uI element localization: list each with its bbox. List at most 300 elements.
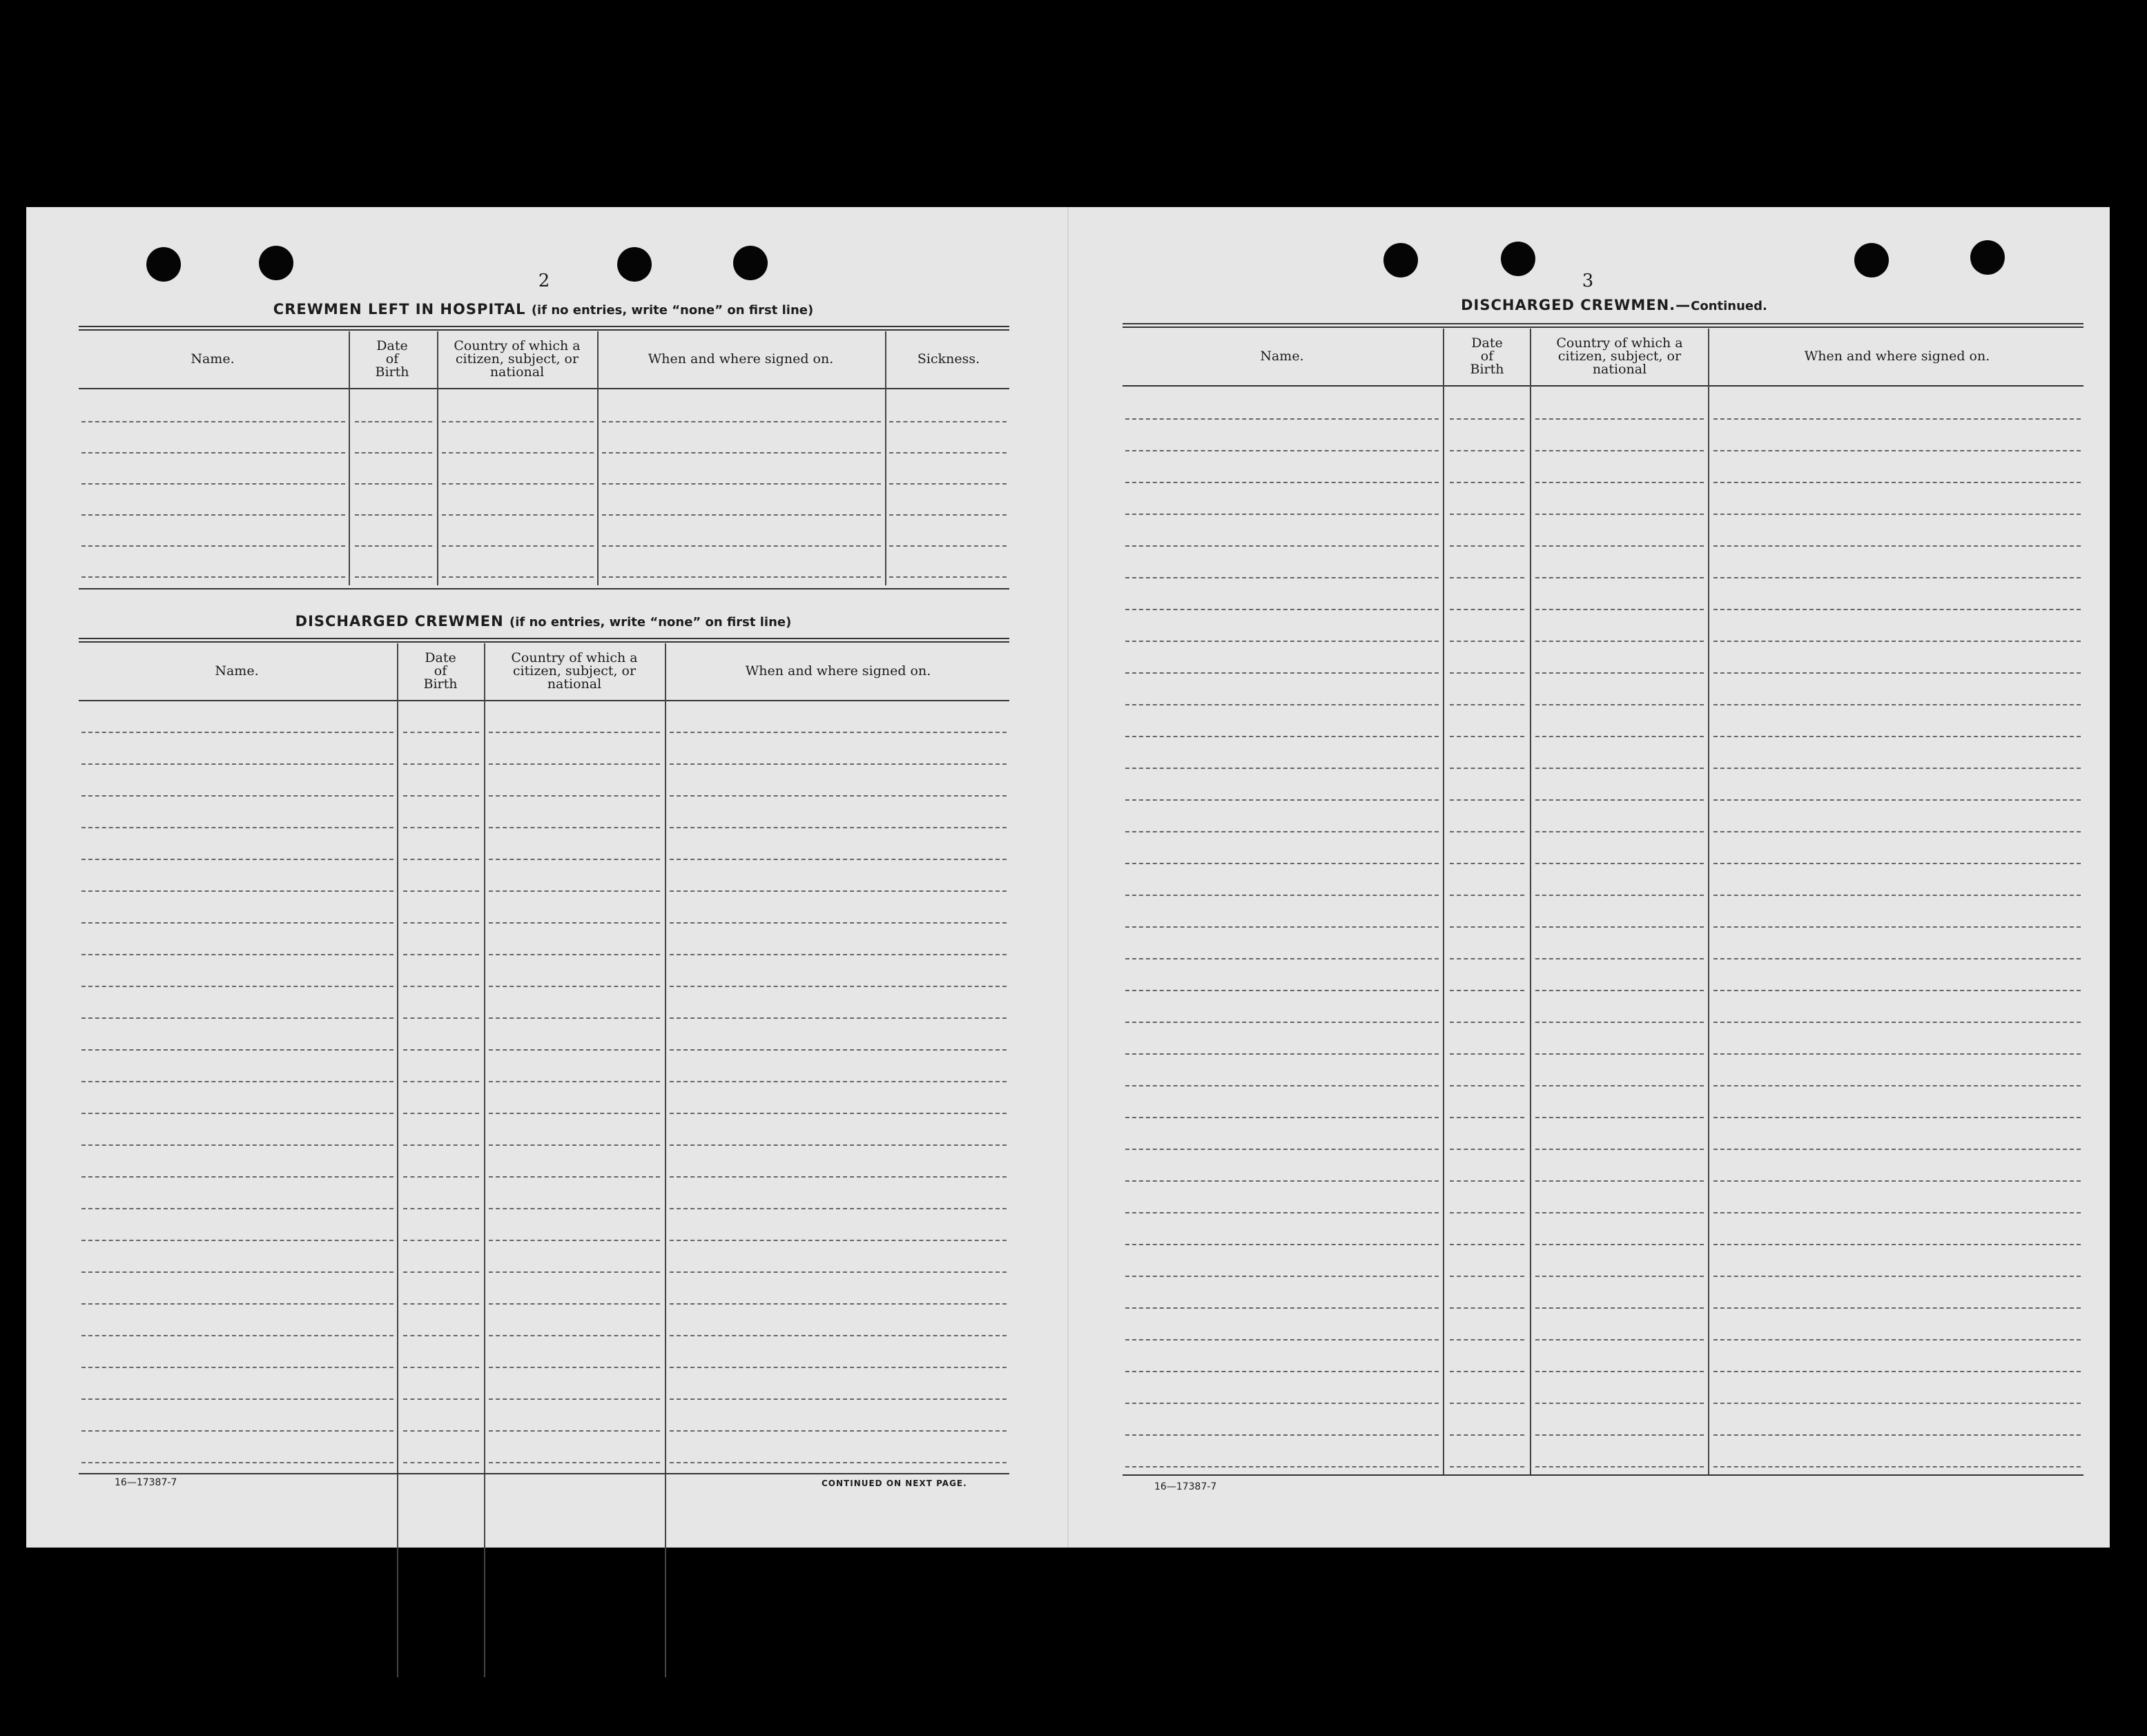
entry-line[interactable] — [1450, 736, 1524, 737]
entry-line[interactable] — [489, 1398, 660, 1400]
hospital-col-divider — [597, 331, 599, 585]
entry-line[interactable] — [81, 890, 394, 892]
entry-line[interactable] — [1125, 863, 1439, 864]
entry-line[interactable] — [1450, 1053, 1524, 1055]
entry-line[interactable] — [355, 421, 432, 422]
entry-line[interactable] — [489, 1367, 660, 1368]
entry-line[interactable] — [1125, 1307, 1439, 1309]
entry-line[interactable] — [1713, 418, 2081, 420]
form-number: 16—17387-7 — [1154, 1481, 1217, 1492]
entry-line[interactable] — [1713, 1149, 2081, 1150]
entry-line[interactable] — [670, 1049, 1007, 1051]
entry-line[interactable] — [1450, 768, 1524, 769]
entry-line[interactable] — [1535, 1085, 1704, 1086]
entry-line[interactable] — [489, 922, 660, 924]
entry-line[interactable] — [489, 890, 660, 892]
entry-line[interactable] — [1713, 1403, 2081, 1404]
right-col-divider — [1708, 329, 1709, 1474]
entry-line[interactable] — [1535, 482, 1704, 483]
entry-line[interactable] — [489, 1271, 660, 1273]
entry-line[interactable] — [1125, 831, 1439, 832]
entry-line[interactable] — [889, 483, 1007, 485]
entry-line[interactable] — [1125, 1117, 1439, 1118]
entry-line[interactable] — [670, 827, 1007, 828]
entry-line[interactable] — [1535, 1434, 1704, 1436]
discharged-top-rule — [79, 638, 1009, 643]
entry-line[interactable] — [1450, 958, 1524, 959]
entry-line[interactable] — [1125, 958, 1439, 959]
entry-line[interactable] — [889, 545, 1007, 547]
right-top-rule — [1123, 323, 2083, 328]
entry-line[interactable] — [1713, 1276, 2081, 1277]
entry-line[interactable] — [670, 1398, 1007, 1400]
entry-line[interactable] — [1535, 609, 1704, 610]
entry-line[interactable] — [442, 576, 594, 578]
entry-line[interactable] — [1535, 736, 1704, 737]
punch-hole — [1501, 242, 1535, 276]
entry-line[interactable] — [1713, 577, 2081, 578]
entry-line[interactable] — [489, 1049, 660, 1051]
entry-line[interactable] — [602, 576, 881, 578]
entry-line[interactable] — [1450, 1339, 1524, 1340]
entry-line[interactable] — [1713, 545, 2081, 547]
entry-line[interactable] — [403, 1144, 479, 1146]
entry-line[interactable] — [670, 1176, 1007, 1178]
entry-line[interactable] — [889, 576, 1007, 578]
entry-line[interactable] — [81, 1017, 394, 1019]
entry-line[interactable] — [81, 1367, 394, 1368]
entry-line[interactable] — [403, 1430, 479, 1432]
entry-line[interactable] — [1450, 609, 1524, 610]
entry-line[interactable] — [1125, 1276, 1439, 1277]
entry-line[interactable] — [1125, 1149, 1439, 1150]
entry-line[interactable] — [1450, 450, 1524, 451]
entry-line[interactable] — [489, 1303, 660, 1305]
entry-line[interactable] — [1535, 990, 1704, 991]
entry-line[interactable] — [1450, 1022, 1524, 1023]
entry-line[interactable] — [1535, 641, 1704, 642]
entry-line[interactable] — [889, 421, 1007, 422]
hospital-section-title — [77, 301, 1009, 318]
entry-line[interactable] — [81, 732, 394, 733]
entry-line[interactable] — [1535, 958, 1704, 959]
entry-line[interactable] — [1535, 1276, 1704, 1277]
entry-line[interactable] — [1713, 799, 2081, 801]
entry-line[interactable] — [81, 1271, 394, 1273]
entry-line[interactable] — [81, 421, 345, 422]
entry-line[interactable] — [1125, 1403, 1439, 1404]
entry-line[interactable] — [1125, 895, 1439, 896]
entry-line[interactable] — [81, 452, 345, 453]
entry-line[interactable] — [1125, 1466, 1439, 1467]
entry-line[interactable] — [1450, 1403, 1524, 1404]
entry-line[interactable] — [442, 452, 594, 453]
entry-line[interactable] — [355, 452, 432, 453]
entry-line[interactable] — [403, 1240, 479, 1241]
entry-line[interactable] — [81, 954, 394, 955]
entry-line[interactable] — [489, 763, 660, 765]
entry-line[interactable] — [81, 1303, 394, 1305]
entry-line[interactable] — [1713, 1117, 2081, 1118]
entry-line[interactable] — [1450, 926, 1524, 928]
hospital-header-sickness: Sickness. — [917, 351, 980, 367]
entry-line[interactable] — [1450, 1307, 1524, 1309]
entry-line[interactable] — [1125, 1180, 1439, 1182]
entry-line[interactable] — [489, 1335, 660, 1336]
entry-line[interactable] — [1713, 895, 2081, 896]
entry-line[interactable] — [670, 986, 1007, 987]
hospital-top-rule — [79, 326, 1009, 331]
entry-line[interactable] — [403, 954, 479, 955]
entry-line[interactable] — [1535, 768, 1704, 769]
entry-line[interactable] — [1535, 863, 1704, 864]
entry-line[interactable] — [1450, 1085, 1524, 1086]
entry-line[interactable] — [1535, 1371, 1704, 1372]
entry-line[interactable] — [1535, 895, 1704, 896]
discharged-header-country: Country of which a citizen, subject, or national — [511, 650, 638, 692]
entry-line[interactable] — [81, 1176, 394, 1178]
entry-line[interactable] — [1713, 1212, 2081, 1213]
entry-line[interactable] — [670, 1144, 1007, 1146]
entry-line[interactable] — [1450, 704, 1524, 705]
entry-line[interactable] — [489, 1017, 660, 1019]
entry-line[interactable] — [355, 576, 432, 578]
entry-line[interactable] — [1125, 672, 1439, 674]
entry-line[interactable] — [489, 732, 660, 733]
entry-line[interactable] — [403, 1367, 479, 1368]
entry-line[interactable] — [670, 1271, 1007, 1273]
entry-line[interactable] — [670, 763, 1007, 765]
entry-line[interactable] — [1713, 672, 2081, 674]
entry-line[interactable] — [602, 452, 881, 453]
discharged-col-divider — [397, 643, 398, 1677]
entry-line[interactable] — [81, 1049, 394, 1051]
entry-line[interactable] — [670, 890, 1007, 892]
entry-line[interactable] — [1125, 926, 1439, 928]
hospital-bottom-rule — [79, 588, 1009, 589]
entry-line[interactable] — [1125, 577, 1439, 578]
discharged-col-divider — [484, 643, 485, 1677]
entry-line[interactable] — [1450, 672, 1524, 674]
entry-line[interactable] — [81, 922, 394, 924]
entry-line[interactable] — [1125, 609, 1439, 610]
entry-line[interactable] — [1535, 704, 1704, 705]
entry-line[interactable] — [1535, 1053, 1704, 1055]
entry-line[interactable] — [81, 576, 345, 578]
punch-hole — [1970, 240, 2005, 275]
entry-line[interactable] — [1713, 831, 2081, 832]
entry-line[interactable] — [489, 1208, 660, 1209]
entry-line[interactable] — [1535, 1244, 1704, 1245]
entry-line[interactable] — [403, 1303, 479, 1305]
entry-line[interactable] — [1713, 1244, 2081, 1245]
hospital-instruction: (if no entries, write “none” on first line) — [531, 303, 814, 318]
entry-line[interactable] — [670, 859, 1007, 860]
hospital-col-divider — [437, 331, 438, 585]
entry-line[interactable] — [1125, 736, 1439, 737]
entry-line[interactable] — [355, 483, 432, 485]
entry-line[interactable] — [602, 421, 881, 422]
page-number: 3 — [1582, 271, 1594, 291]
entry-line[interactable] — [1535, 1117, 1704, 1118]
entry-line[interactable] — [81, 1335, 394, 1336]
continued-note: CONTINUED ON NEXT PAGE. — [822, 1479, 967, 1488]
entry-line[interactable] — [1450, 1466, 1524, 1467]
discharged-header-rule — [79, 700, 1009, 701]
entry-line[interactable] — [670, 795, 1007, 797]
entry-line[interactable] — [1713, 1180, 2081, 1182]
entry-line[interactable] — [1450, 1244, 1524, 1245]
entry-line[interactable] — [1450, 1434, 1524, 1436]
entry-line[interactable] — [1713, 1339, 2081, 1340]
punch-hole — [259, 246, 293, 280]
entry-line[interactable] — [1125, 1339, 1439, 1340]
entry-line[interactable] — [489, 1113, 660, 1114]
entry-line[interactable] — [1535, 799, 1704, 801]
entry-line[interactable] — [1713, 1307, 2081, 1309]
entry-line[interactable] — [1125, 704, 1439, 705]
entry-line[interactable] — [81, 827, 394, 828]
entry-line[interactable] — [670, 1208, 1007, 1209]
entry-line[interactable] — [670, 1240, 1007, 1241]
entry-line[interactable] — [1713, 863, 2081, 864]
entry-line[interactable] — [1713, 450, 2081, 451]
right-header-dob: Date of Birth — [1470, 335, 1504, 377]
entry-line[interactable] — [81, 1113, 394, 1114]
entry-line[interactable] — [403, 986, 479, 987]
entry-line[interactable] — [670, 1081, 1007, 1082]
entry-line[interactable] — [355, 545, 432, 547]
entry-line[interactable] — [1450, 863, 1524, 864]
page-number: 2 — [538, 271, 550, 291]
entry-line[interactable] — [403, 1398, 479, 1400]
entry-line[interactable] — [1713, 926, 2081, 928]
entry-line[interactable] — [1450, 1212, 1524, 1213]
entry-line[interactable] — [670, 1303, 1007, 1305]
entry-line[interactable] — [442, 545, 594, 547]
entry-line[interactable] — [81, 986, 394, 987]
entry-line[interactable] — [489, 1144, 660, 1146]
entry-line[interactable] — [602, 483, 881, 485]
form-number: 16—17387-7 — [115, 1477, 177, 1488]
discharged-header-signed-on: When and where signed on. — [745, 663, 931, 679]
entry-line[interactable] — [1713, 1053, 2081, 1055]
entry-line[interactable] — [1125, 1434, 1439, 1436]
entry-line[interactable] — [81, 1398, 394, 1400]
entry-line[interactable] — [1450, 482, 1524, 483]
entry-line[interactable] — [1535, 1339, 1704, 1340]
entry-line[interactable] — [1450, 1149, 1524, 1150]
entry-line[interactable] — [442, 421, 594, 422]
entry-line[interactable] — [1450, 799, 1524, 801]
entry-line[interactable] — [403, 1335, 479, 1336]
entry-line[interactable] — [1450, 831, 1524, 832]
entry-line[interactable] — [403, 1271, 479, 1273]
entry-line[interactable] — [1535, 418, 1704, 420]
entry-line[interactable] — [1535, 672, 1704, 674]
entry-line[interactable] — [489, 827, 660, 828]
entry-line[interactable] — [1535, 926, 1704, 928]
punch-hole — [1383, 243, 1418, 277]
hospital-header-dob: Date of Birth — [375, 338, 409, 380]
right-section-title — [1124, 297, 2104, 313]
entry-line[interactable] — [670, 1335, 1007, 1336]
entry-line[interactable] — [1125, 641, 1439, 642]
entry-line[interactable] — [403, 795, 479, 797]
entry-line[interactable] — [670, 732, 1007, 733]
entry-line[interactable] — [489, 1081, 660, 1082]
entry-line[interactable] — [403, 827, 479, 828]
entry-line[interactable] — [1535, 1403, 1704, 1404]
entry-line[interactable] — [1450, 1276, 1524, 1277]
entry-line[interactable] — [1125, 1371, 1439, 1372]
entry-line[interactable] — [403, 1208, 479, 1209]
entry-line[interactable] — [81, 763, 394, 765]
entry-line[interactable] — [670, 922, 1007, 924]
entry-line[interactable] — [1535, 450, 1704, 451]
entry-line[interactable] — [489, 859, 660, 860]
entry-line[interactable] — [1713, 641, 2081, 642]
entry-line[interactable] — [1535, 1307, 1704, 1309]
entry-line[interactable] — [1535, 514, 1704, 515]
entry-line[interactable] — [81, 514, 345, 516]
right-title-text: DISCHARGED CREWMEN.— — [1461, 297, 1691, 313]
right-col-divider — [1530, 329, 1531, 1474]
entry-line[interactable] — [81, 1208, 394, 1209]
entry-line[interactable] — [1713, 1371, 2081, 1372]
entry-line[interactable] — [1125, 1244, 1439, 1245]
hospital-header-rule — [79, 388, 1009, 389]
entry-line[interactable] — [1713, 1466, 2081, 1467]
entry-line[interactable] — [1713, 1085, 2081, 1086]
entry-line[interactable] — [1713, 514, 2081, 515]
entry-line[interactable] — [442, 483, 594, 485]
entry-line[interactable] — [602, 545, 881, 547]
entry-line[interactable] — [489, 795, 660, 797]
entry-line[interactable] — [670, 954, 1007, 955]
entry-line[interactable] — [1535, 1149, 1704, 1150]
entry-line[interactable] — [489, 1462, 660, 1463]
entry-line[interactable] — [1125, 514, 1439, 515]
entry-line[interactable] — [1535, 577, 1704, 578]
entry-line[interactable] — [602, 514, 881, 516]
entry-line[interactable] — [403, 763, 479, 765]
entry-line[interactable] — [403, 1113, 479, 1114]
entry-line[interactable] — [670, 1017, 1007, 1019]
entry-line[interactable] — [1713, 482, 2081, 483]
entry-line[interactable] — [489, 1430, 660, 1432]
entry-line[interactable] — [489, 986, 660, 987]
entry-line[interactable] — [1125, 1212, 1439, 1213]
entry-line[interactable] — [1535, 1180, 1704, 1182]
entry-line[interactable] — [1535, 1022, 1704, 1023]
hospital-col-divider — [885, 331, 886, 585]
entry-line[interactable] — [889, 514, 1007, 516]
entry-line[interactable] — [489, 1240, 660, 1241]
entry-line[interactable] — [1450, 514, 1524, 515]
entry-line[interactable] — [670, 1367, 1007, 1368]
entry-line[interactable] — [1450, 641, 1524, 642]
entry-line[interactable] — [670, 1113, 1007, 1114]
entry-line[interactable] — [403, 1081, 479, 1082]
entry-line[interactable] — [489, 1176, 660, 1178]
entry-line[interactable] — [1450, 1371, 1524, 1372]
discharged-instruction: (if no entries, write “none” on first line) — [509, 615, 792, 630]
entry-line[interactable] — [1125, 482, 1439, 483]
entry-line[interactable] — [1713, 609, 2081, 610]
entry-line[interactable] — [1535, 1466, 1704, 1467]
entry-line[interactable] — [1450, 895, 1524, 896]
entry-line[interactable] — [670, 1462, 1007, 1463]
entry-line[interactable] — [355, 514, 432, 516]
entry-line[interactable] — [1713, 990, 2081, 991]
entry-line[interactable] — [1713, 958, 2081, 959]
entry-line[interactable] — [403, 1049, 479, 1051]
entry-line[interactable] — [81, 795, 394, 797]
entry-line[interactable] — [403, 922, 479, 924]
hospital-header-name: Name. — [191, 351, 235, 367]
entry-line[interactable] — [1125, 545, 1439, 547]
entry-line[interactable] — [1450, 1180, 1524, 1182]
entry-line[interactable] — [403, 1017, 479, 1019]
entry-line[interactable] — [403, 1462, 479, 1463]
entry-line[interactable] — [81, 1144, 394, 1146]
entry-line[interactable] — [1713, 768, 2081, 769]
entry-line[interactable] — [1713, 736, 2081, 737]
hospital-header-country: Country of which a citizen, subject, or national — [454, 338, 581, 380]
entry-line[interactable] — [403, 859, 479, 860]
entry-line[interactable] — [81, 545, 345, 547]
entry-line[interactable] — [1125, 990, 1439, 991]
entry-line[interactable] — [1713, 704, 2081, 705]
entry-line[interactable] — [1125, 799, 1439, 801]
entry-line[interactable] — [1125, 1022, 1439, 1023]
entry-line[interactable] — [81, 1081, 394, 1082]
entry-line[interactable] — [1535, 831, 1704, 832]
entry-line[interactable] — [670, 1430, 1007, 1432]
entry-line[interactable] — [889, 452, 1007, 453]
entry-line[interactable] — [1450, 418, 1524, 420]
entry-line[interactable] — [1450, 545, 1524, 547]
entry-line[interactable] — [442, 514, 594, 516]
entry-line[interactable] — [1125, 450, 1439, 451]
punch-hole — [617, 247, 652, 282]
entry-line[interactable] — [1450, 577, 1524, 578]
entry-line[interactable] — [81, 1240, 394, 1241]
entry-line[interactable] — [1450, 1117, 1524, 1118]
entry-line[interactable] — [81, 1430, 394, 1432]
entry-line[interactable] — [403, 732, 479, 733]
entry-line[interactable] — [81, 859, 394, 860]
entry-line[interactable] — [1713, 1022, 2081, 1023]
entry-line[interactable] — [403, 1176, 479, 1178]
entry-line[interactable] — [81, 1462, 394, 1463]
entry-line[interactable] — [1125, 418, 1439, 420]
punch-hole — [733, 246, 768, 280]
entry-line[interactable] — [403, 890, 479, 892]
entry-line[interactable] — [1713, 1434, 2081, 1436]
entry-line[interactable] — [1125, 768, 1439, 769]
entry-line[interactable] — [489, 954, 660, 955]
entry-line[interactable] — [1535, 545, 1704, 547]
entry-line[interactable] — [1535, 1212, 1704, 1213]
entry-line[interactable] — [81, 483, 345, 485]
entry-line[interactable] — [1125, 1053, 1439, 1055]
discharged-section-title — [77, 613, 1009, 630]
entry-line[interactable] — [1125, 1085, 1439, 1086]
entry-line[interactable] — [1450, 990, 1524, 991]
punch-hole — [146, 247, 181, 282]
